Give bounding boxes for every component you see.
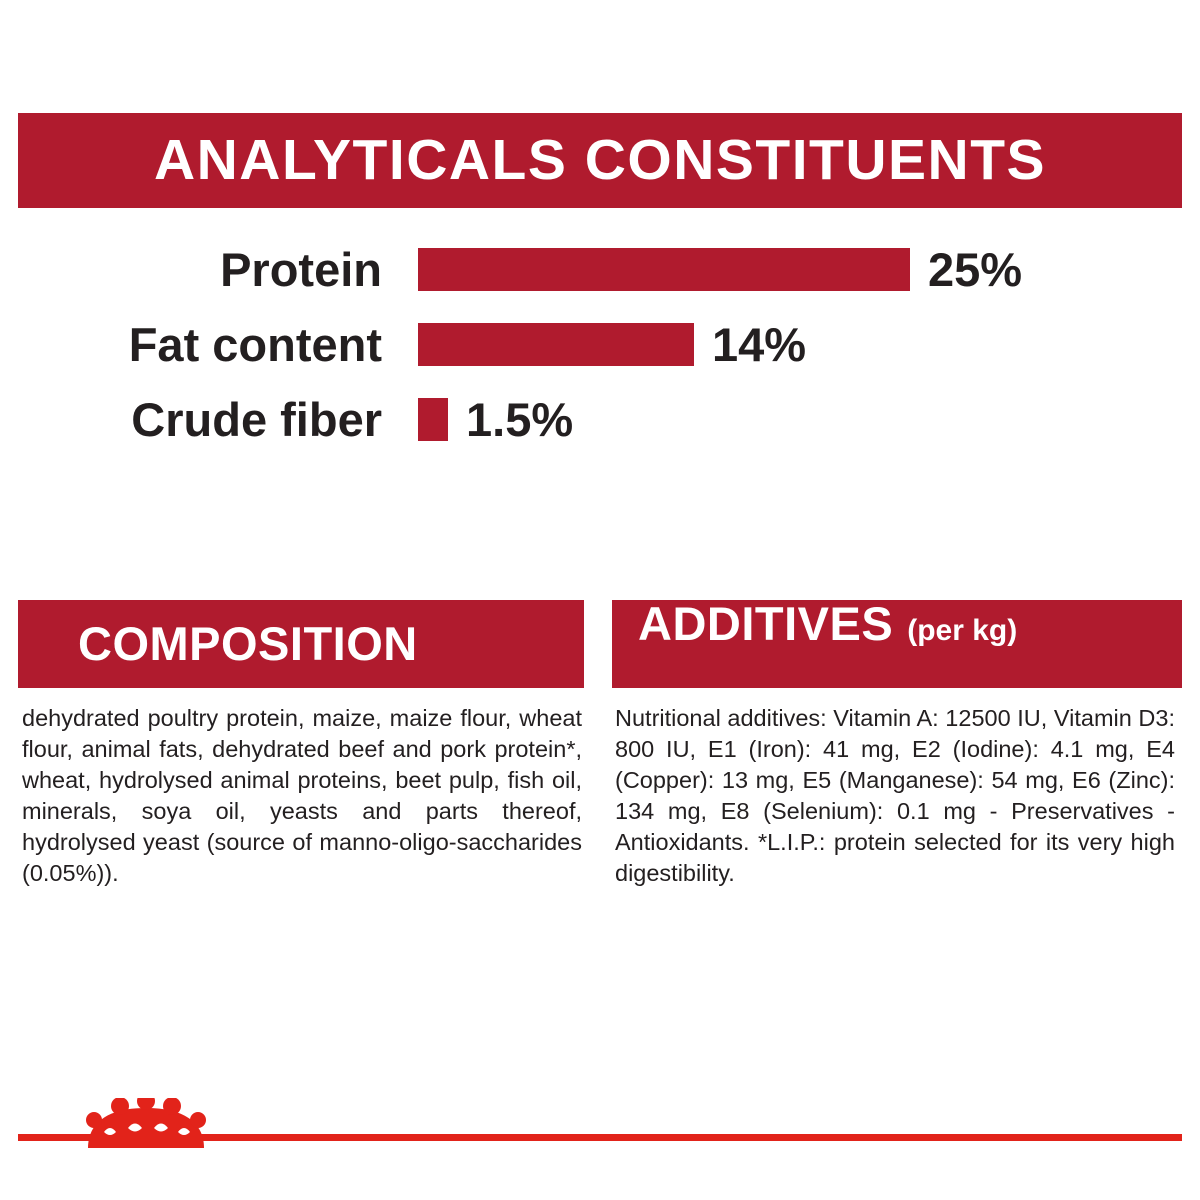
nutrient-row	[18, 313, 1182, 375]
nutrient-bar	[418, 323, 694, 366]
nutrient-value: 25%	[928, 242, 1023, 296]
nutrient-label: Protein	[220, 242, 382, 296]
nutrient-label: Crude fiber	[131, 392, 382, 446]
additives-subtitle: (per kg)	[907, 614, 1018, 647]
composition-header-banner	[18, 600, 584, 688]
nutrient-row	[18, 388, 1182, 450]
nutrient-bar-wrap	[418, 242, 1023, 296]
nutrient-value: 14%	[712, 317, 807, 371]
nutrient-value: 1.5%	[466, 392, 574, 446]
nutrient-bar-wrap	[418, 392, 574, 446]
nutrient-row	[18, 238, 1182, 300]
analyticals-title: ANALYTICALS CONSTITUENTS	[153, 128, 1047, 192]
nutrient-bar	[418, 398, 448, 441]
analyticals-header-banner	[18, 113, 1182, 208]
composition-title: COMPOSITION	[78, 617, 418, 670]
analyticals-bar-chart	[18, 238, 1182, 463]
additives-header-banner	[612, 597, 1182, 688]
royal-canin-crown-icon	[84, 1098, 208, 1152]
additives-text: Nutritional additives: Vitamin A: 12500 IU, Vitamin D3: 800 IU, E1 (Iron): 41 mg, E2 (Iodine): 4.1 mg, E4 (Copper): 13 mg, E5 (Manganese): 54 mg, E6 (Zinc): 134 mg, E8 (Selenium): 0.1 mg - Preservatives - Antioxidants. *L.I.P.: protein selected for its very high digestibility.	[615, 705, 1175, 886]
nutrient-bar	[418, 248, 910, 291]
additives-title: ADDITIVES	[638, 597, 894, 650]
composition-text: dehydrated poultry protein, maize, maize flour, wheat flour, animal fats, dehydrated beef and pork protein*, wheat, hydrolysed animal proteins, beet pulp, fish oil, minerals, soya oil, yeasts and parts thereof, hydrolysed yeast (source of manno-oligo-saccharides (0.05%)).	[22, 705, 582, 886]
additives-title-group	[638, 597, 1018, 688]
nutrient-bar-wrap	[418, 317, 807, 371]
nutrient-label: Fat content	[128, 317, 382, 371]
